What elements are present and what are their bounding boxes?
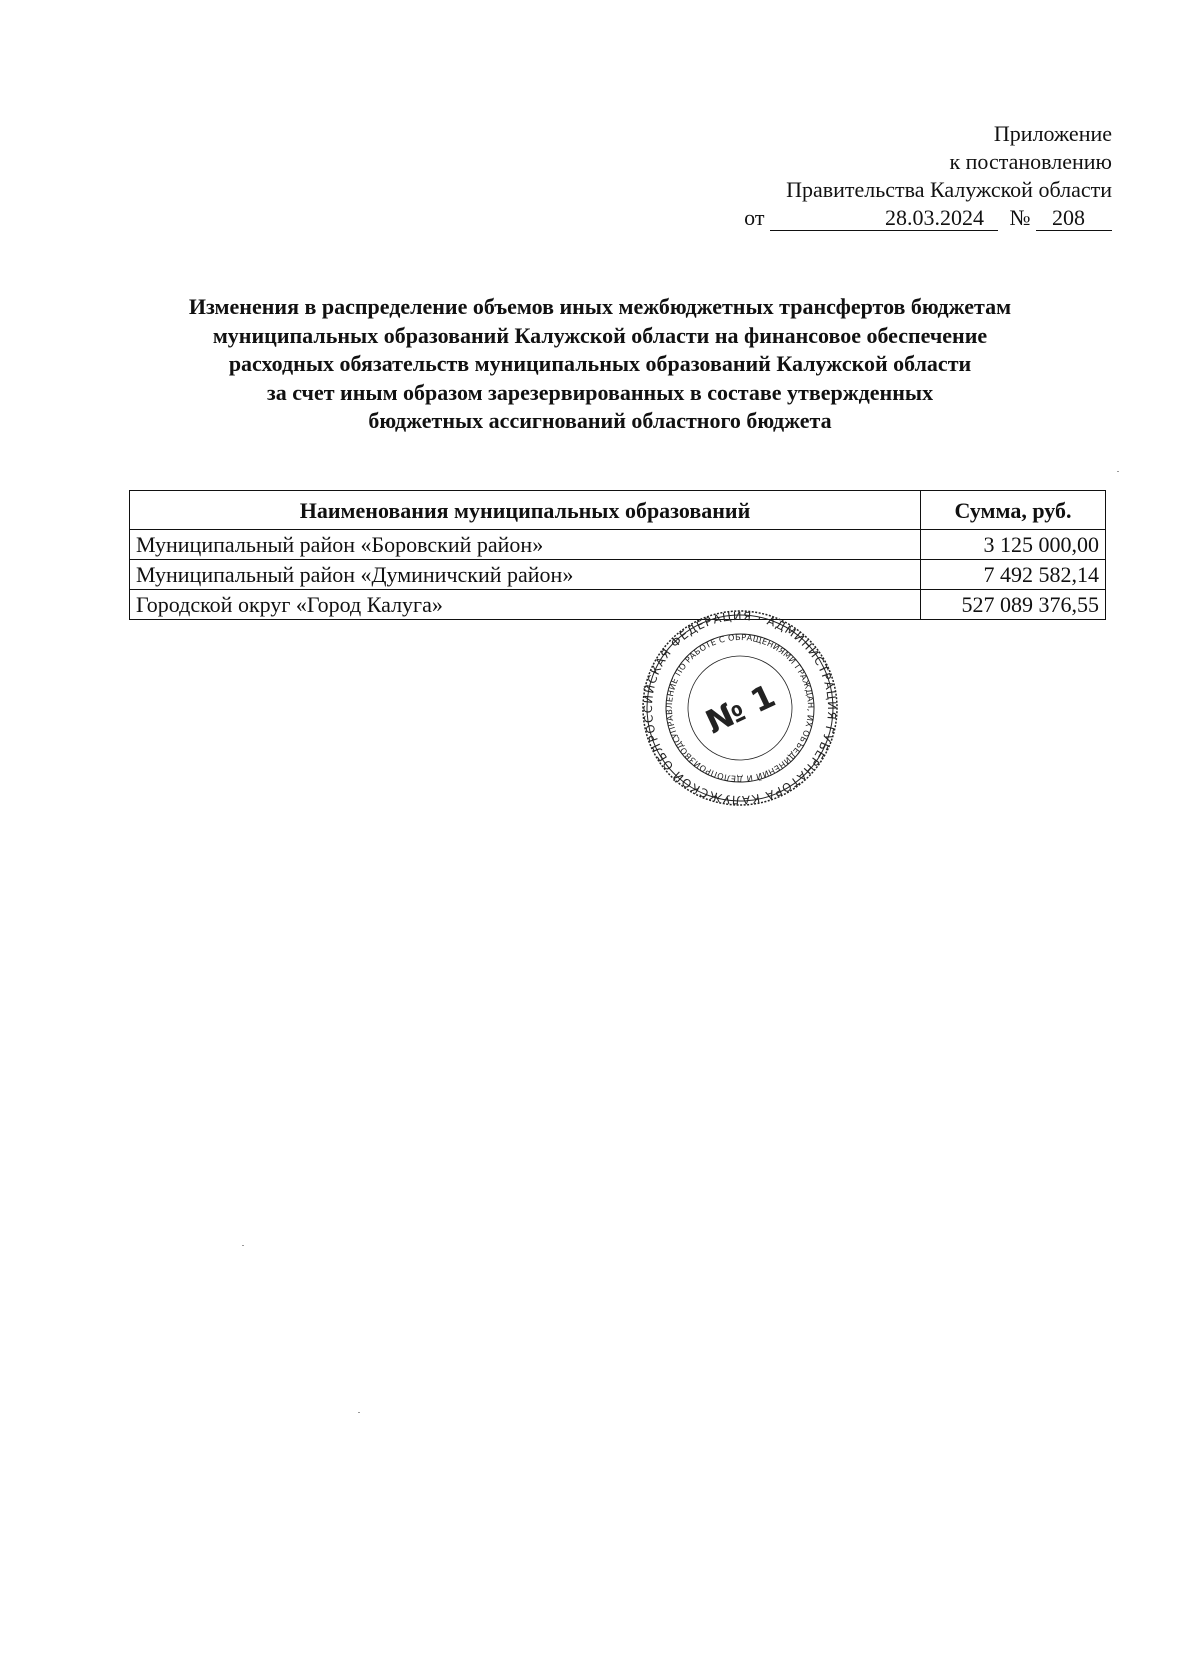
municipality-sum: 3 125 000,00 bbox=[921, 530, 1106, 560]
table-row bbox=[130, 590, 1106, 620]
municipality-name: Муниципальный район «Думиничский район» bbox=[130, 560, 921, 590]
official-seal-stamp bbox=[640, 608, 840, 808]
appendix-header bbox=[744, 120, 1112, 232]
appendix-government-label: Правительства Калужской области bbox=[786, 177, 1112, 202]
appendix-label: Приложение bbox=[993, 121, 1112, 146]
municipality-sum: 7 492 582,14 bbox=[921, 560, 1106, 590]
transfers-table bbox=[129, 490, 1106, 620]
scan-artifact bbox=[242, 1245, 244, 1246]
title-line: муниципальных образований Калужской области на финансовое обеспечение bbox=[212, 322, 988, 348]
resolution-number: 208 bbox=[1036, 206, 1112, 231]
municipality-name: Муниципальный район «Боровский район» bbox=[130, 530, 921, 560]
title-line: Изменения в распределение объемов иных межбюджетных трансфертов бюджетам bbox=[188, 294, 1012, 319]
table-header-row bbox=[130, 491, 1106, 530]
scan-artifact bbox=[1117, 471, 1119, 472]
appendix-resolution-label: к постановлению bbox=[949, 149, 1112, 174]
date-prefix: от bbox=[744, 205, 765, 230]
document-title bbox=[100, 293, 1100, 436]
seal-center-number: № 1 bbox=[699, 676, 782, 742]
resolution-date: 28.03.2024 bbox=[770, 206, 998, 231]
municipality-name: Городской округ «Город Калуга» bbox=[130, 590, 921, 620]
municipality-sum: 527 089 376,55 bbox=[921, 590, 1106, 620]
column-header-sum: Сумма, руб. bbox=[921, 491, 1106, 530]
seal-inner-text: УПРАВЛЕНИЕ ПО РАБОТЕ С ОБРАЩЕНИЯМИ ГРАЖДАН, ИХ ОБЪЕДИНЕНИЙ И ДЕЛОПРОИЗВОДСТВУ bbox=[663, 631, 817, 785]
title-line: за счет иным образом зарезервированных в составе утвержденных bbox=[266, 379, 934, 405]
title-line: бюджетных ассигнований областного бюджета bbox=[368, 408, 832, 433]
title-line: расходных обязательств муниципальных образований Калужской области bbox=[228, 351, 972, 376]
scan-artifact bbox=[358, 1412, 360, 1413]
table-row bbox=[130, 530, 1106, 560]
number-prefix: № bbox=[1009, 205, 1031, 230]
column-header-name: Наименования муниципальных образований bbox=[130, 491, 921, 530]
table-row bbox=[130, 560, 1106, 590]
appendix-date-number-line bbox=[744, 204, 1112, 232]
seal-outer-text: РОССИЙСКАЯ ФЕДЕРАЦИЯ · АДМИНИСТРАЦИЯ ГУБЕРНАТОРА КАЛУЖСКОЙ ОБЛАСТИ bbox=[640, 608, 840, 808]
